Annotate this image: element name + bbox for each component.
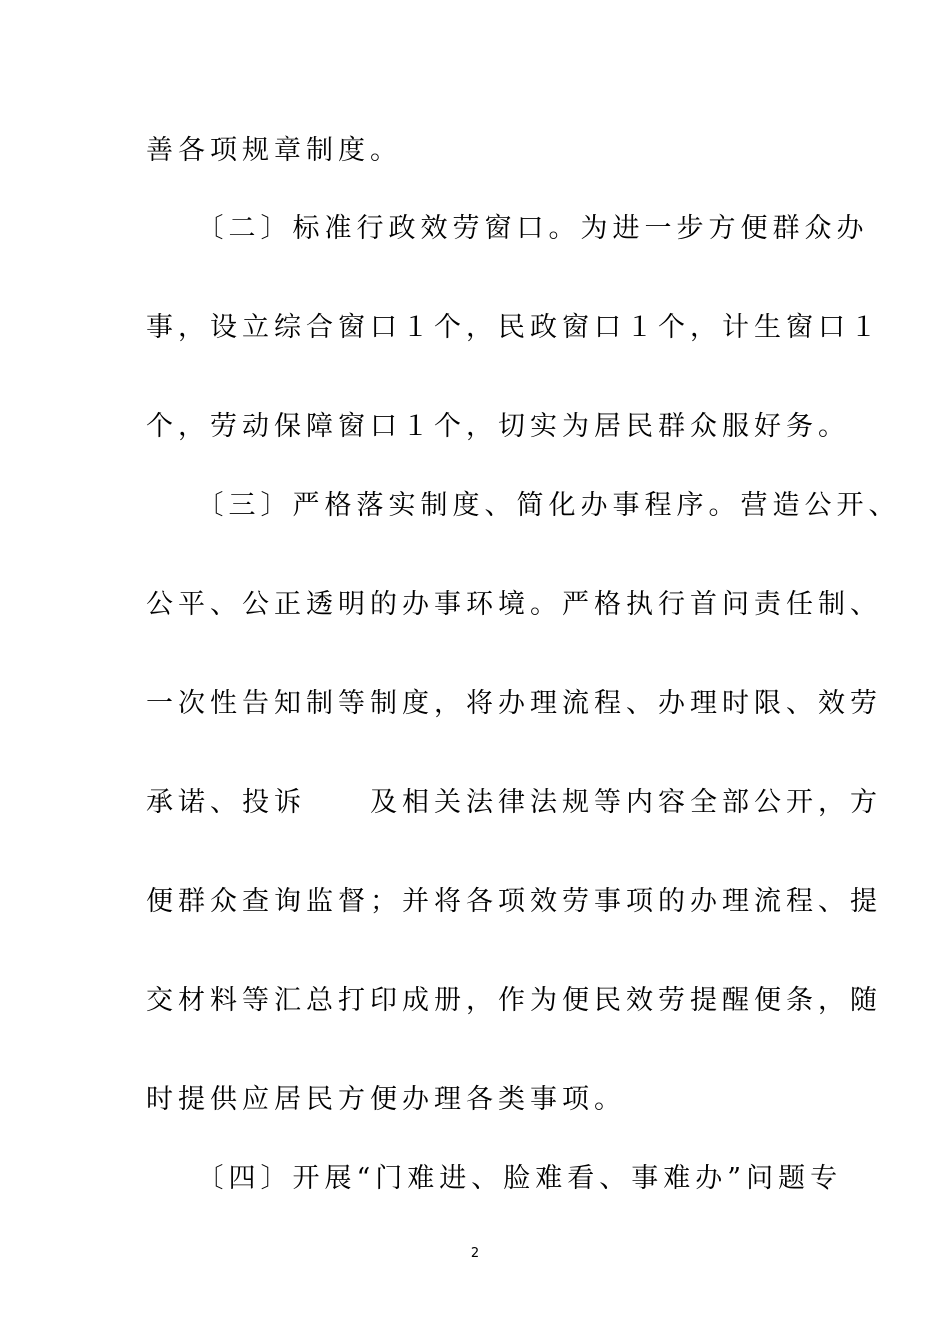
- text-line: 〔四〕开展“门难进、脸难看、事难办”问题专: [146, 1163, 843, 1194]
- text-line: 个，劳动保障窗口１个，切实为居民群众服好务。: [146, 411, 850, 442]
- text-line: 交材料等汇总打印成册，作为便民效劳提醒便条，随: [146, 985, 882, 1016]
- text-line: 一次性告知制等制度，将办理流程、办理时限、效劳: [146, 688, 882, 719]
- text-line: 承诺、投诉 及相关法律法规等内容全部公开，方: [146, 787, 882, 818]
- page-number: 2: [470, 1246, 480, 1261]
- text-line: 公平、公正透明的办事环境。严格执行首问责任制、: [146, 589, 882, 620]
- text-line: 〔三〕严格落实制度、简化办事程序。营造公开、: [146, 490, 901, 521]
- text-line: 事，设立综合窗口１个，民政窗口１个，计生窗口１: [146, 312, 882, 343]
- text-line: 〔二〕标准行政效劳窗口。为进一步方便群众办: [146, 213, 869, 244]
- text-line: 时提供应居民方便办理各类事项。: [146, 1084, 626, 1115]
- text-line: 善各项规章制度。: [146, 135, 402, 166]
- text-line: 便群众查询监督；并将各项效劳事项的办理流程、提: [146, 886, 882, 917]
